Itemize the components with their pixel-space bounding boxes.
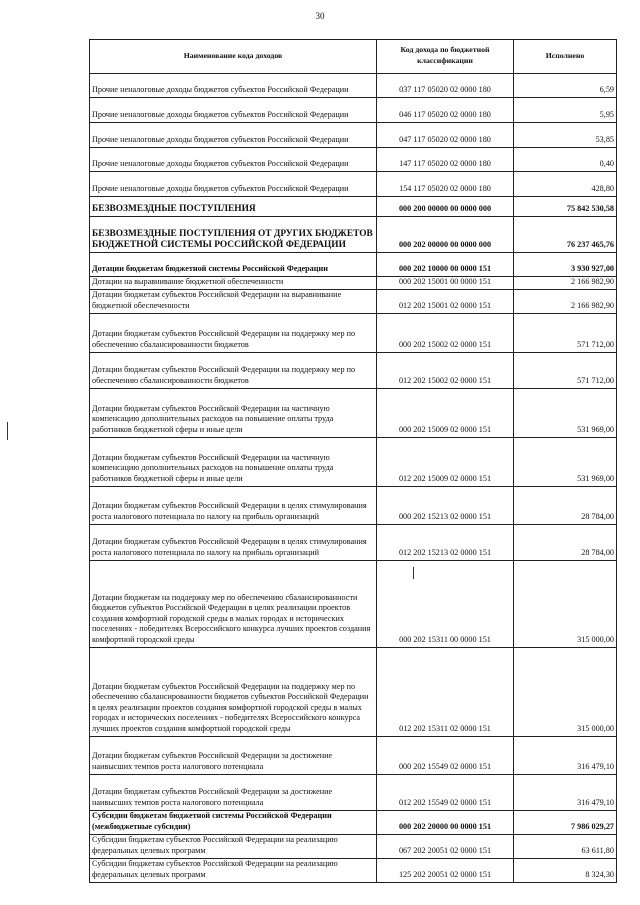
table-row — [90, 774, 617, 810]
row-code: 000 200 00000 00 0000 000 — [377, 197, 514, 217]
row-name: Дотации бюджетам субъектов Российской Федерации за достижение наивысших темпов роста налогового потенциала — [90, 736, 377, 774]
row-name: БЕЗВОЗМЕЗДНЫЕ ПОСТУПЛЕНИЯ ОТ ДРУГИХ БЮДЖЕТОВ БЮДЖЕТНОЙ СИСТЕМЫ РОССИЙСКОЙ ФЕДЕРАЦИИ — [90, 217, 377, 253]
row-name: Прочие неналоговые доходы бюджетов субъектов Российской Федерации — [90, 74, 377, 98]
table-row — [90, 736, 617, 774]
row-executed: 428,80 — [514, 172, 617, 197]
row-code: 000 202 15311 00 0000 151 — [377, 560, 514, 647]
row-name: Дотации бюджетам субъектов Российской Федерации на частичную компенсацию дополнительных расходов на повышение оплаты труда работников бюджетной сферы и иные цели — [90, 388, 377, 437]
row-executed: 75 842 530,58 — [514, 197, 617, 217]
row-code: 000 202 15009 02 0000 151 — [377, 388, 514, 437]
row-name: Дотации бюджетам субъектов Российской Федерации на поддержку мер по обеспечению сбалансированности бюджетов — [90, 313, 377, 352]
table-header — [90, 40, 617, 74]
row-executed: 315 000,00 — [514, 647, 617, 736]
row-executed: 6,59 — [514, 74, 617, 98]
row-executed: 531 969,00 — [514, 437, 617, 486]
row-name: Дотации бюджетам субъектов Российской Федерации в целях стимулирования роста налогового потенциала по налогу на прибыль организаций — [90, 486, 377, 524]
row-name: Дотации на выравнивание бюджетной обеспеченности — [90, 277, 377, 290]
table-row — [90, 217, 617, 253]
row-name: Прочие неналоговые доходы бюджетов субъектов Российской Федерации — [90, 172, 377, 197]
row-name: Дотации бюджетам субъектов Российской Федерации в целях стимулирования роста налогового потенциала по налогу на прибыль организаций — [90, 524, 377, 560]
header-name: Наименование кода доходов — [90, 40, 377, 74]
row-name: Прочие неналоговые доходы бюджетов субъектов Российской Федерации — [90, 98, 377, 123]
table-row — [90, 123, 617, 148]
table-row — [90, 810, 617, 834]
table-body — [90, 74, 617, 883]
row-name: Дотации бюджетам субъектов Российской Федерации на выравнивание бюджетной обеспеченности — [90, 289, 377, 313]
row-executed: 76 237 465,76 — [514, 217, 617, 253]
row-executed: 28 784,00 — [514, 524, 617, 560]
row-name: Субсидии бюджетам субъектов Российской Федерации на реализацию федеральных целевых программ — [90, 858, 377, 882]
row-code: 012 202 15009 02 0000 151 — [377, 437, 514, 486]
row-name: Дотации бюджетам бюджетной системы Российской Федерации — [90, 253, 377, 277]
row-code: 012 202 15002 02 0000 151 — [377, 352, 514, 388]
row-executed: 0,40 — [514, 148, 617, 172]
row-name: Дотации бюджетам субъектов Российской Федерации за достижение наивысших темпов роста налогового потенциала — [90, 774, 377, 810]
row-code: 012 202 15001 02 0000 151 — [377, 289, 514, 313]
row-executed: 315 000,00 — [514, 560, 617, 647]
row-code: 000 202 15549 02 0000 151 — [377, 736, 514, 774]
row-executed: 2 166 982,90 — [514, 289, 617, 313]
row-code: 037 117 05020 02 0000 180 — [377, 74, 514, 98]
row-executed: 531 969,00 — [514, 388, 617, 437]
revenue-table — [89, 39, 617, 883]
row-executed: 28 784,00 — [514, 486, 617, 524]
table-row — [90, 858, 617, 882]
row-executed: 571 712,00 — [514, 313, 617, 352]
margin-mark — [7, 422, 8, 440]
table-row — [90, 172, 617, 197]
row-name: Дотации бюджетам субъектов Российской Федерации на частичную компенсацию дополнительных расходов на повышение оплаты труда работников бюджетной сферы и иные цели — [90, 437, 377, 486]
table-row — [90, 253, 617, 277]
row-executed: 7 986 029,27 — [514, 810, 617, 834]
row-executed: 53,85 — [514, 123, 617, 148]
table-row — [90, 148, 617, 172]
row-code: 000 202 15213 02 0000 151 — [377, 486, 514, 524]
row-code: 125 202 20051 02 0000 151 — [377, 858, 514, 882]
header-code: Код дохода по бюджетной классификации — [377, 40, 514, 74]
table-row — [90, 277, 617, 290]
row-code: 047 117 05020 02 0000 180 — [377, 123, 514, 148]
table-row — [90, 647, 617, 736]
table-row — [90, 289, 617, 313]
row-code: 000 202 15001 00 0000 151 — [377, 277, 514, 290]
row-name: БЕЗВОЗМЕЗДНЫЕ ПОСТУПЛЕНИЯ — [90, 197, 377, 217]
row-executed: 2 166 982,90 — [514, 277, 617, 290]
row-code: 012 202 15311 02 0000 151 — [377, 647, 514, 736]
row-executed: 3 930 927,00 — [514, 253, 617, 277]
row-code: 000 202 20000 00 0000 151 — [377, 810, 514, 834]
row-code: 000 202 00000 00 0000 000 — [377, 217, 514, 253]
row-name: Субсидии бюджетам бюджетной системы Российской Федерации (межбюджетные субсидии) — [90, 810, 377, 834]
row-code: 154 117 05020 02 0000 180 — [377, 172, 514, 197]
row-code: 147 117 05020 02 0000 180 — [377, 148, 514, 172]
row-code: 000 202 15002 02 0000 151 — [377, 313, 514, 352]
row-name: Дотации бюджетам на поддержку мер по обеспечению сбалансированности бюджетов субъектов Российской Федерации в целях реализации проектов создания комфортной городской среды в малых городах и исторических поселениях - победителях Всероссийского конкурса лучших проектов создания комфортной городской среды — [90, 560, 377, 647]
table-row — [90, 560, 617, 647]
row-name: Прочие неналоговые доходы бюджетов субъектов Российской Федерации — [90, 123, 377, 148]
table-row — [90, 437, 617, 486]
scan-mark — [413, 567, 414, 579]
header-executed: Исполнено — [514, 40, 617, 74]
table-row — [90, 197, 617, 217]
table-row — [90, 74, 617, 98]
table-row — [90, 388, 617, 437]
table-row — [90, 486, 617, 524]
row-code: 046 117 05020 02 0000 180 — [377, 98, 514, 123]
row-code: 012 202 15213 02 0000 151 — [377, 524, 514, 560]
row-name: Прочие неналоговые доходы бюджетов субъектов Российской Федерации — [90, 148, 377, 172]
table-row — [90, 834, 617, 858]
row-executed: 63 611,80 — [514, 834, 617, 858]
table-row — [90, 524, 617, 560]
row-name: Дотации бюджетам субъектов Российской Федерации на поддержку мер по обеспечению сбалансированности бюджетов субъектов Российской Федерации в целях реализации проектов создания комфортной городской среды в малых городах и исторических поселениях - победителях Всероссийского конкурса лучших проектов создания комфортной городской среды — [90, 647, 377, 736]
row-executed: 571 712,00 — [514, 352, 617, 388]
row-executed: 8 324,30 — [514, 858, 617, 882]
row-code: 067 202 20051 02 0000 151 — [377, 834, 514, 858]
table-row — [90, 98, 617, 123]
row-name: Дотации бюджетам субъектов Российской Федерации на поддержку мер по обеспечению сбалансированности бюджетов — [90, 352, 377, 388]
table-row — [90, 352, 617, 388]
row-executed: 316 479,10 — [514, 774, 617, 810]
page-number: 30 — [315, 11, 325, 21]
row-code: 000 202 10000 00 0000 151 — [377, 253, 514, 277]
row-code: 012 202 15549 02 0000 151 — [377, 774, 514, 810]
table-row — [90, 313, 617, 352]
row-executed: 5,95 — [514, 98, 617, 123]
row-executed: 316 479,10 — [514, 736, 617, 774]
row-name: Субсидии бюджетам субъектов Российской Федерации на реализацию федеральных целевых программ — [90, 834, 377, 858]
